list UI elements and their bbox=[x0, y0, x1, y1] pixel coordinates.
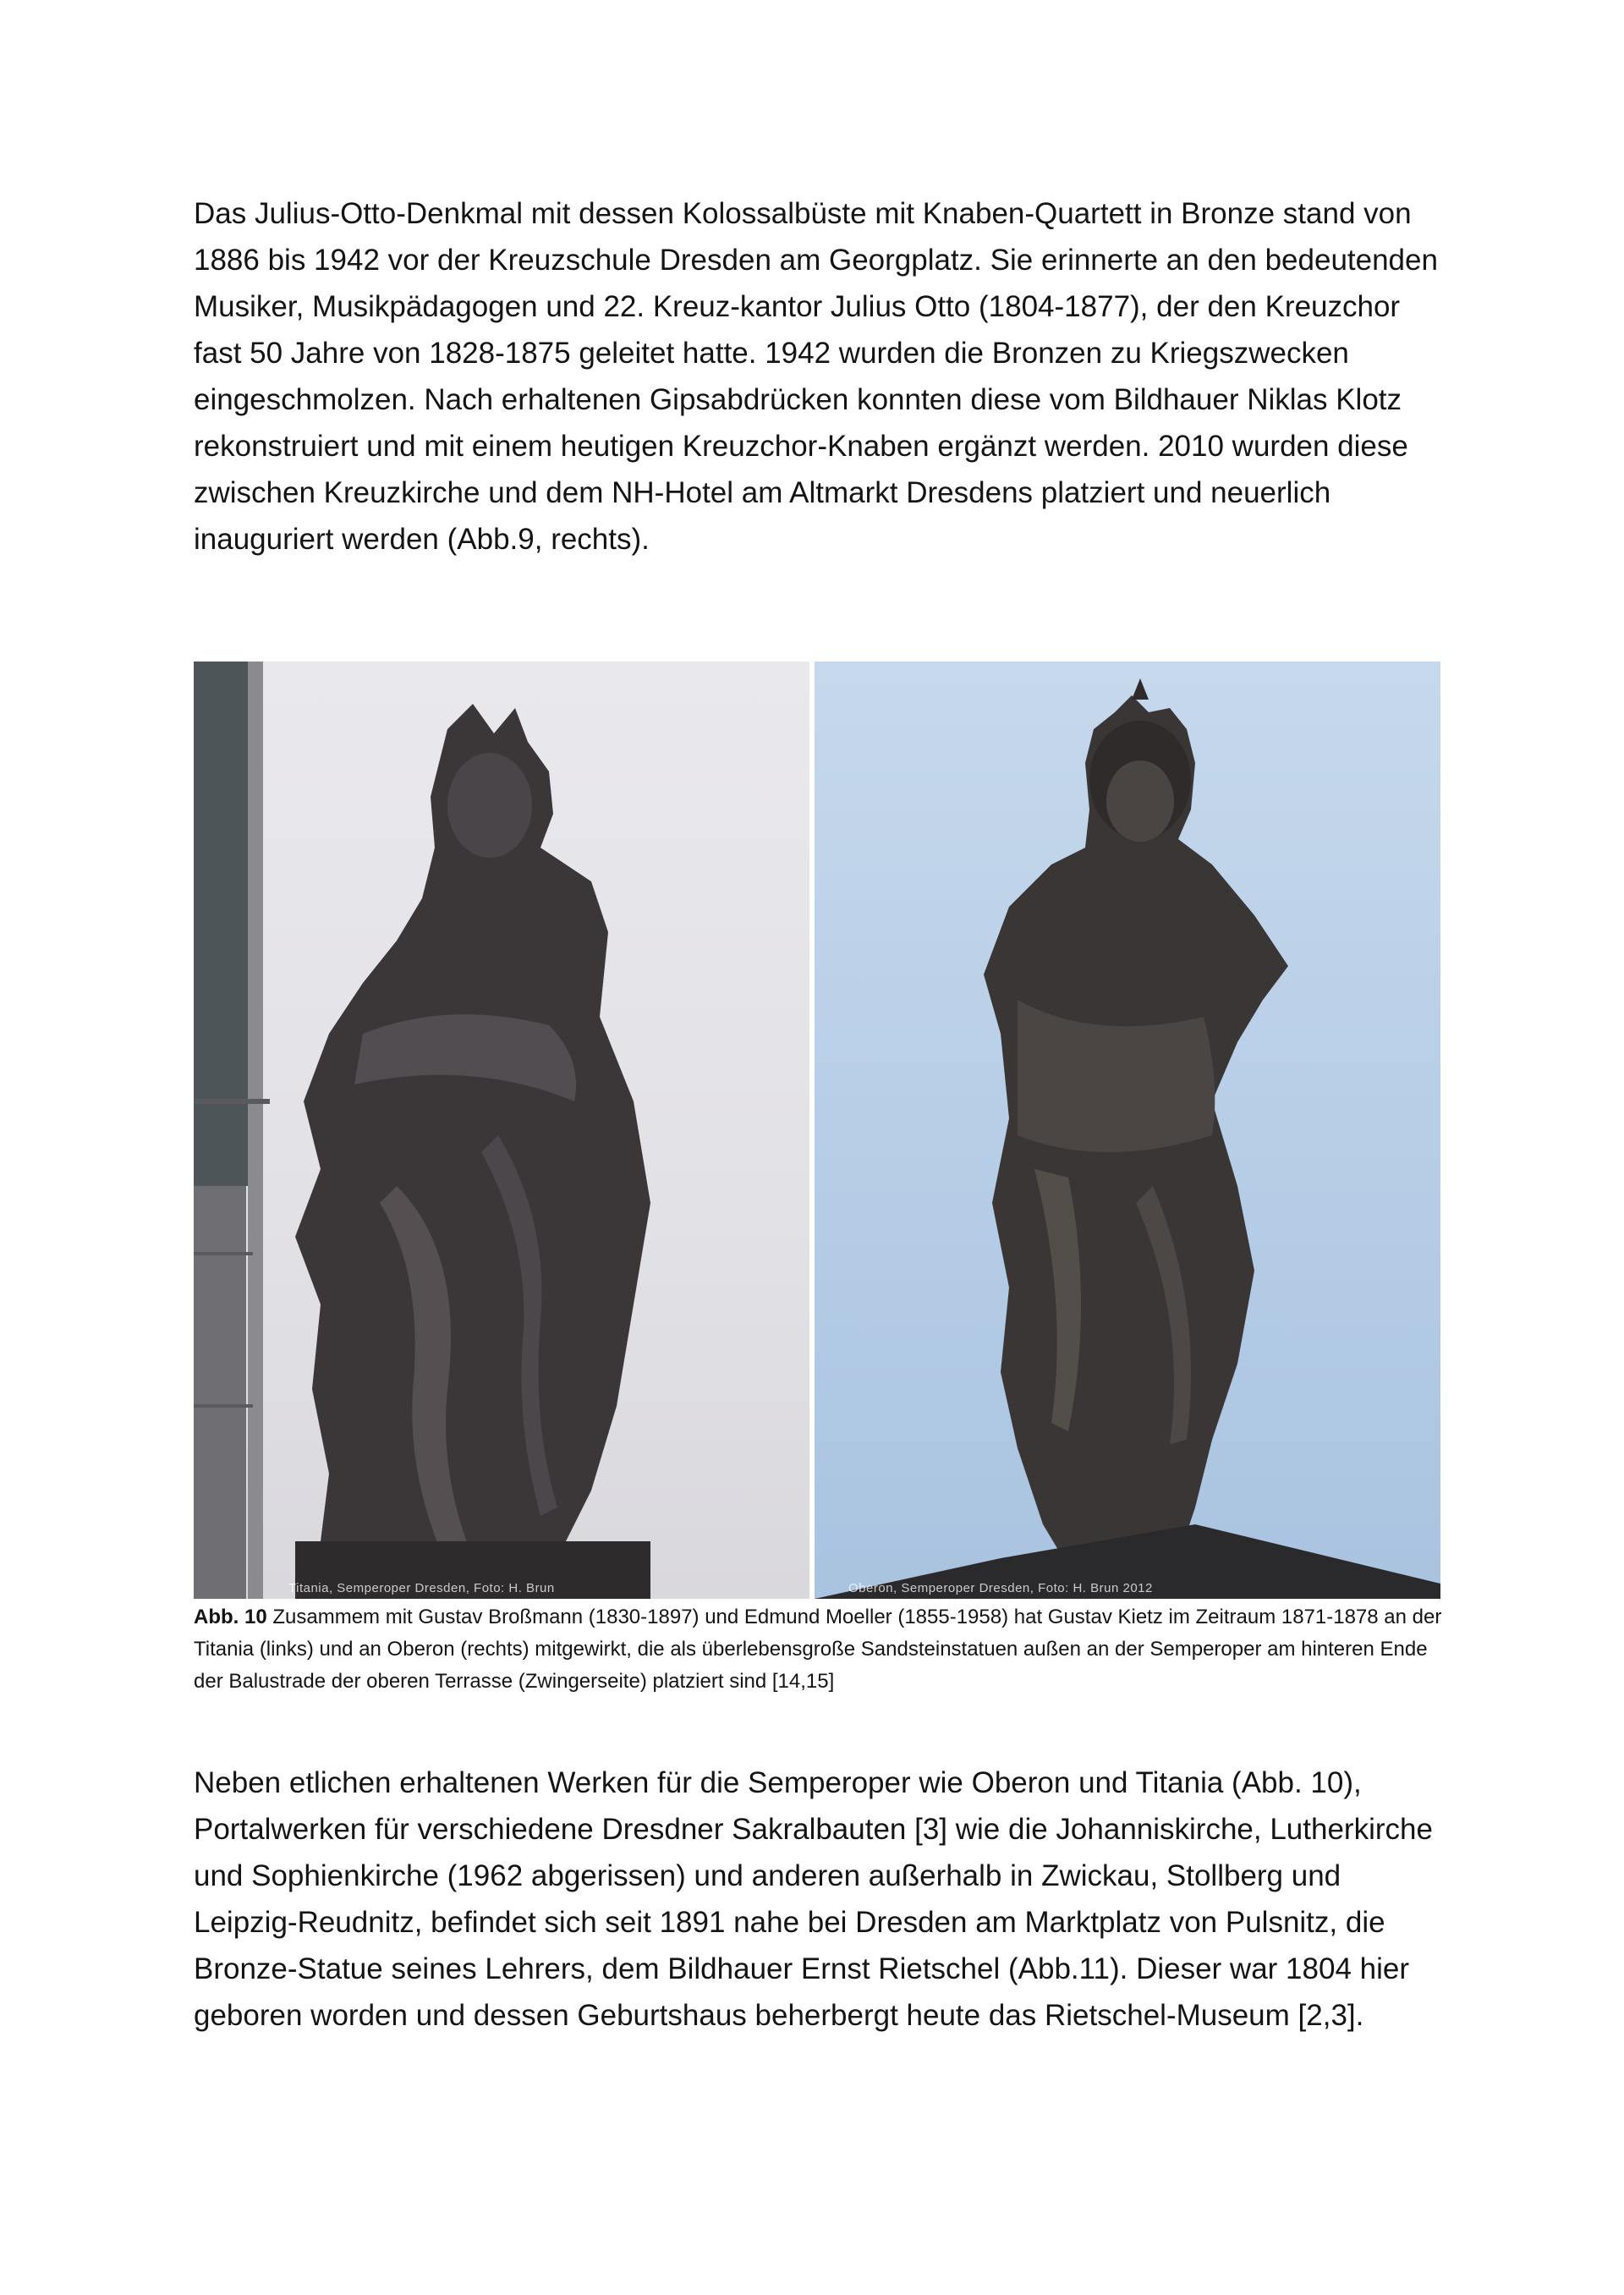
right-photo-credit: Oberon, Semperoper Dresden, Foto: H. Brun 2012 bbox=[848, 1581, 1153, 1595]
left-photo-credit: Titania, Semperoper Dresden, Foto: H. Brun bbox=[288, 1581, 555, 1595]
oberon-statue-image bbox=[815, 662, 1440, 1599]
caption-label: Abb. 10 bbox=[194, 1606, 267, 1628]
closing-paragraph: Neben etlichen erhaltenen Werken für die Semperoper wie Oberon und Titania (Abb. 10), Portalwerken für verschiedene Dresdner Sakralbauten [3] wie die Johanniskirche, Lutherkirche und Sophienkirche (1962 abgerissen) und anderen außerhalb in Zwickau, Stollberg und Leipzig-Reudnitz, befindet sich seit 1891 nahe bei Dresden am Marktplatz von Pulsnitz, die Bronze-Statue seines Lehrers, dem Bildhauer Ernst Rietschel (Abb.11). Dieser war 1804 hier geboren worden und dessen Geburtshaus beherbergt heute das Rietschel-Museum [2,3]. bbox=[194, 1766, 1433, 2032]
figure-caption bbox=[194, 1601, 1446, 1698]
titania-statue-image bbox=[194, 662, 809, 1599]
oberon-statue-photo bbox=[815, 662, 1440, 1599]
caption-text: Zusammem mit Gustav Broßmann (1830-1897) und Edmund Moeller (1855-1958) hat Gustav Kietz im Zeitraum 1871-1878 an der Titania (links) und an Oberon (rechts) mitgewirkt, die als überlebensgroße Sandsteinstatuen außen an der Semperoper am hinteren Ende der Balustrade der oberen Terrasse (Zwingerseite) platziert sind [14,15] bbox=[194, 1606, 1442, 1693]
titania-statue-photo bbox=[194, 662, 809, 1599]
intro-paragraph: Das Julius-Otto-Denkmal mit dessen Kolossalbüste mit Knaben-Quartett in Bronze stand von 1886 bis 1942 vor der Kreuzschule Dresden am Georgplatz. Sie erinnerte an den bedeutenden Musiker, Musikpädagogen und 22. Kreuz-kantor Julius Otto (1804-1877), der den Kreuzchor fast 50 Jahre von 1828-1875 geleitet hatte. 1942 wurden die Bronzen zu Kriegszwecken eingeschmolzen. Nach erhaltenen Gipsabdrücken konnten diese vom Bildhauer Niklas Klotz rekonstruiert und mit einem heutigen Kreuzchor-Knaben ergänzt werden. 2010 wurden diese zwischen Kreuzkirche und dem NH-Hotel am Altmarkt Dresdens platziert und neuerlich inauguriert werden (Abb.9, rechts). bbox=[194, 197, 1438, 556]
figure-abb-10 bbox=[194, 662, 1440, 1599]
